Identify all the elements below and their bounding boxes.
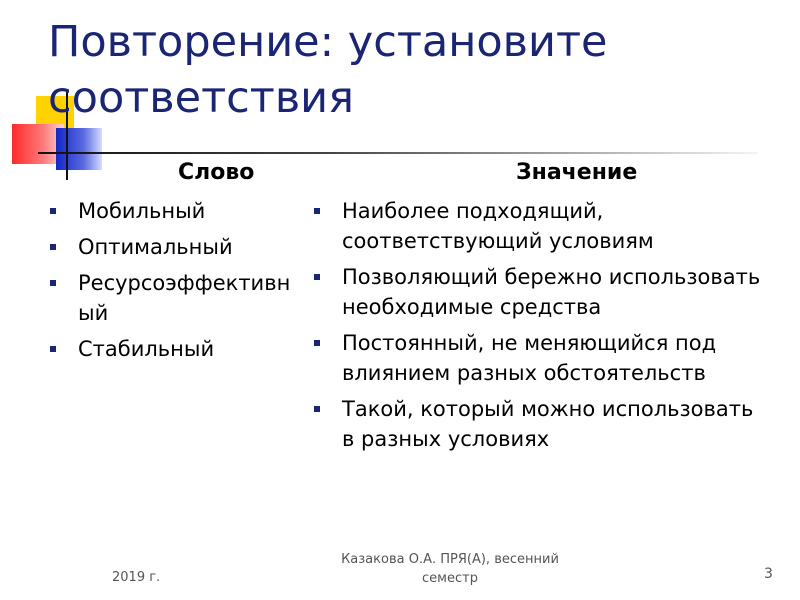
square-bullet-icon [50, 244, 56, 250]
word-text: Ресурсоэффективный [78, 271, 291, 325]
list-item [312, 394, 772, 454]
right-column-header: Значение [516, 160, 638, 185]
decor-blue-square [56, 128, 102, 170]
square-bullet-icon [314, 406, 320, 412]
square-bullet-icon [314, 274, 320, 280]
list-item [48, 334, 298, 364]
list-item [48, 232, 298, 262]
page-number: 3 [764, 566, 773, 582]
meaning-text: Постоянный, не меняющийся под влиянием разных обстоятельств [342, 331, 717, 385]
footer-date: 2019 г. [112, 570, 161, 585]
meaning-text: Позволяющий бережно использовать необходимые средства [342, 265, 761, 319]
list-item [48, 268, 298, 328]
meaning-text: Такой, который можно использовать в разных условиях [342, 397, 754, 451]
list-item [312, 196, 772, 256]
word-text: Оптимальный [78, 235, 233, 259]
list-item [312, 262, 772, 322]
square-bullet-icon [50, 208, 56, 214]
left-column-header: Слово [178, 160, 255, 185]
list-item [48, 196, 298, 226]
square-bullet-icon [50, 280, 56, 286]
meaning-list [312, 196, 772, 460]
word-text: Мобильный [78, 199, 206, 223]
footer-author: Казакова О.А. ПРЯ(А), весенний семестр [341, 552, 559, 586]
title-underline [38, 152, 758, 154]
meaning-text: Наиболее подходящий, соответствующий условиям [342, 199, 654, 253]
word-list [48, 196, 298, 370]
square-bullet-icon [50, 346, 56, 352]
square-bullet-icon [314, 340, 320, 346]
word-text: Стабильный [78, 337, 215, 361]
slide-title: Повторение: установите соответствия [48, 17, 608, 123]
square-bullet-icon [314, 208, 320, 214]
list-item [312, 328, 772, 388]
